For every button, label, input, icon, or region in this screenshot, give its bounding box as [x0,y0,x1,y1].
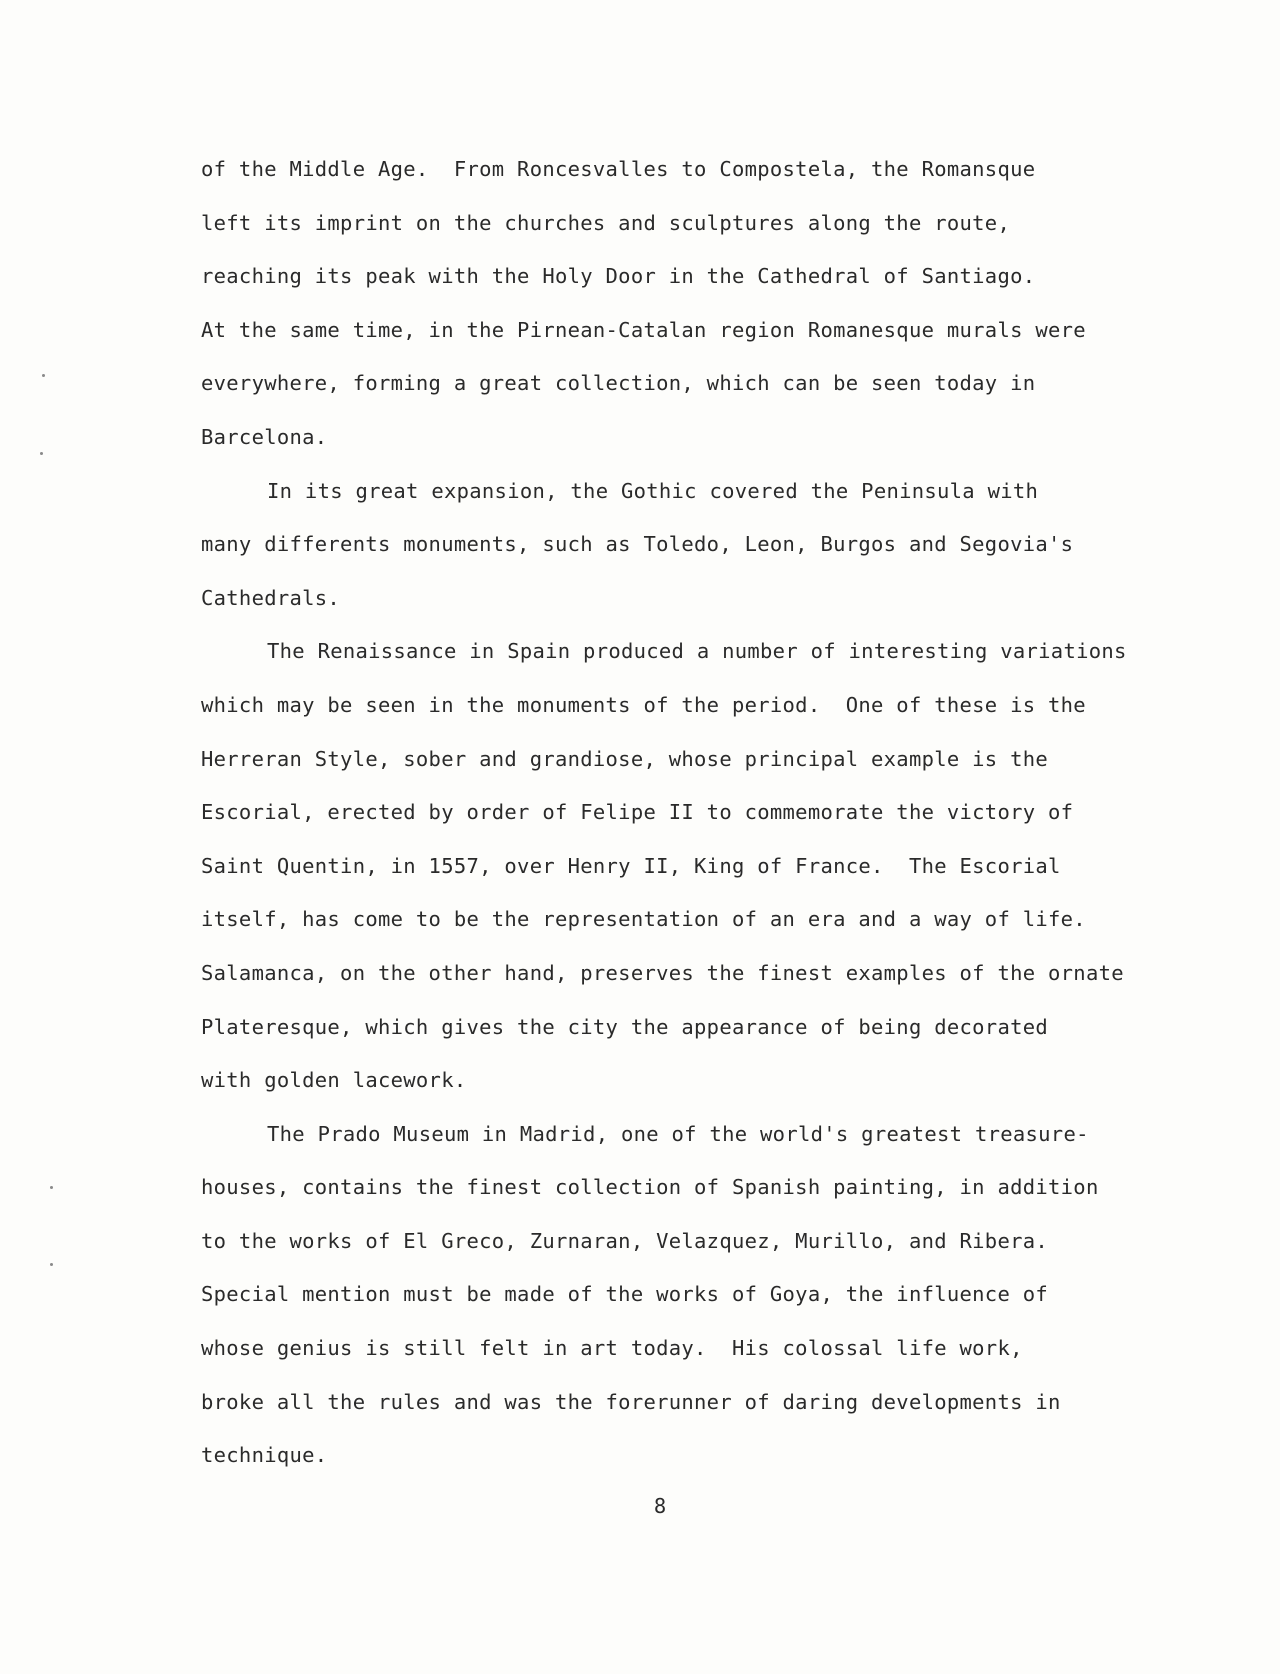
text-line: whose genius is still felt in art today. His colossal life work, [201,1336,1023,1361]
scan-speck [50,1263,53,1266]
scan-speck [50,1186,53,1189]
scan-speck [42,374,45,377]
text-line: The Renaissance in Spain produced a number of interesting variations [267,639,1127,664]
text-line: which may be seen in the monuments of the period. One of these is the [201,692,1086,717]
page-number: 8 [653,1494,667,1518]
text-line: itself, has come to be the representation of an era and a way of life. [201,907,1086,932]
text-line: everywhere, forming a great collection, which can be seen today in [201,371,1036,396]
text-line: In its great expansion, the Gothic covered the Peninsula with [267,478,1039,503]
text-line: Special mention must be made of the works of Goya, the influence of [201,1282,1049,1307]
scan-speck [40,452,43,455]
text-line: The Prado Museum in Madrid, one of the world's greatest treasure- [267,1121,1089,1146]
text-line: broke all the rules and was the forerunner of daring developments in [201,1389,1061,1414]
text-line: Herreran Style, sober and grandiose, whose principal example is the [201,746,1049,771]
text-line: Salamanca, on the other hand, preserves the finest examples of the ornate [201,960,1124,985]
text-line: Saint Quentin, in 1557, over Henry II, King of France. The Escorial [201,853,1061,878]
text-line: left its imprint on the churches and sculptures along the route, [201,210,1011,235]
text-line: reaching its peak with the Holy Door in the Cathedral of Santiago. [201,264,1036,289]
text-line: technique. [201,1443,328,1468]
text-line: of the Middle Age. From Roncesvalles to Compostela, the Romansque [201,157,1036,181]
text-line: Plateresque, which gives the city the appearance of being decorated [201,1014,1049,1039]
text-line: houses, contains the finest collection of Spanish painting, in addition [201,1175,1099,1200]
text-line: many differents monuments, such as Toledo, Leon, Burgos and Segovia's [201,532,1074,557]
text-line: Escorial, erected by order of Felipe II to commemorate the victory of [201,800,1074,825]
text-line: to the works of El Greco, Zurnaran, Velazquez, Murillo, and Ribera. [201,1228,1049,1253]
text-line: with golden lacework. [201,1068,467,1093]
body-text [201,150,1201,1490]
text-line: Cathedrals. [201,585,341,610]
text-line: Barcelona. [201,424,328,449]
text-line: At the same time, in the Pirnean-Catalan region Romanesque murals were [201,317,1086,342]
